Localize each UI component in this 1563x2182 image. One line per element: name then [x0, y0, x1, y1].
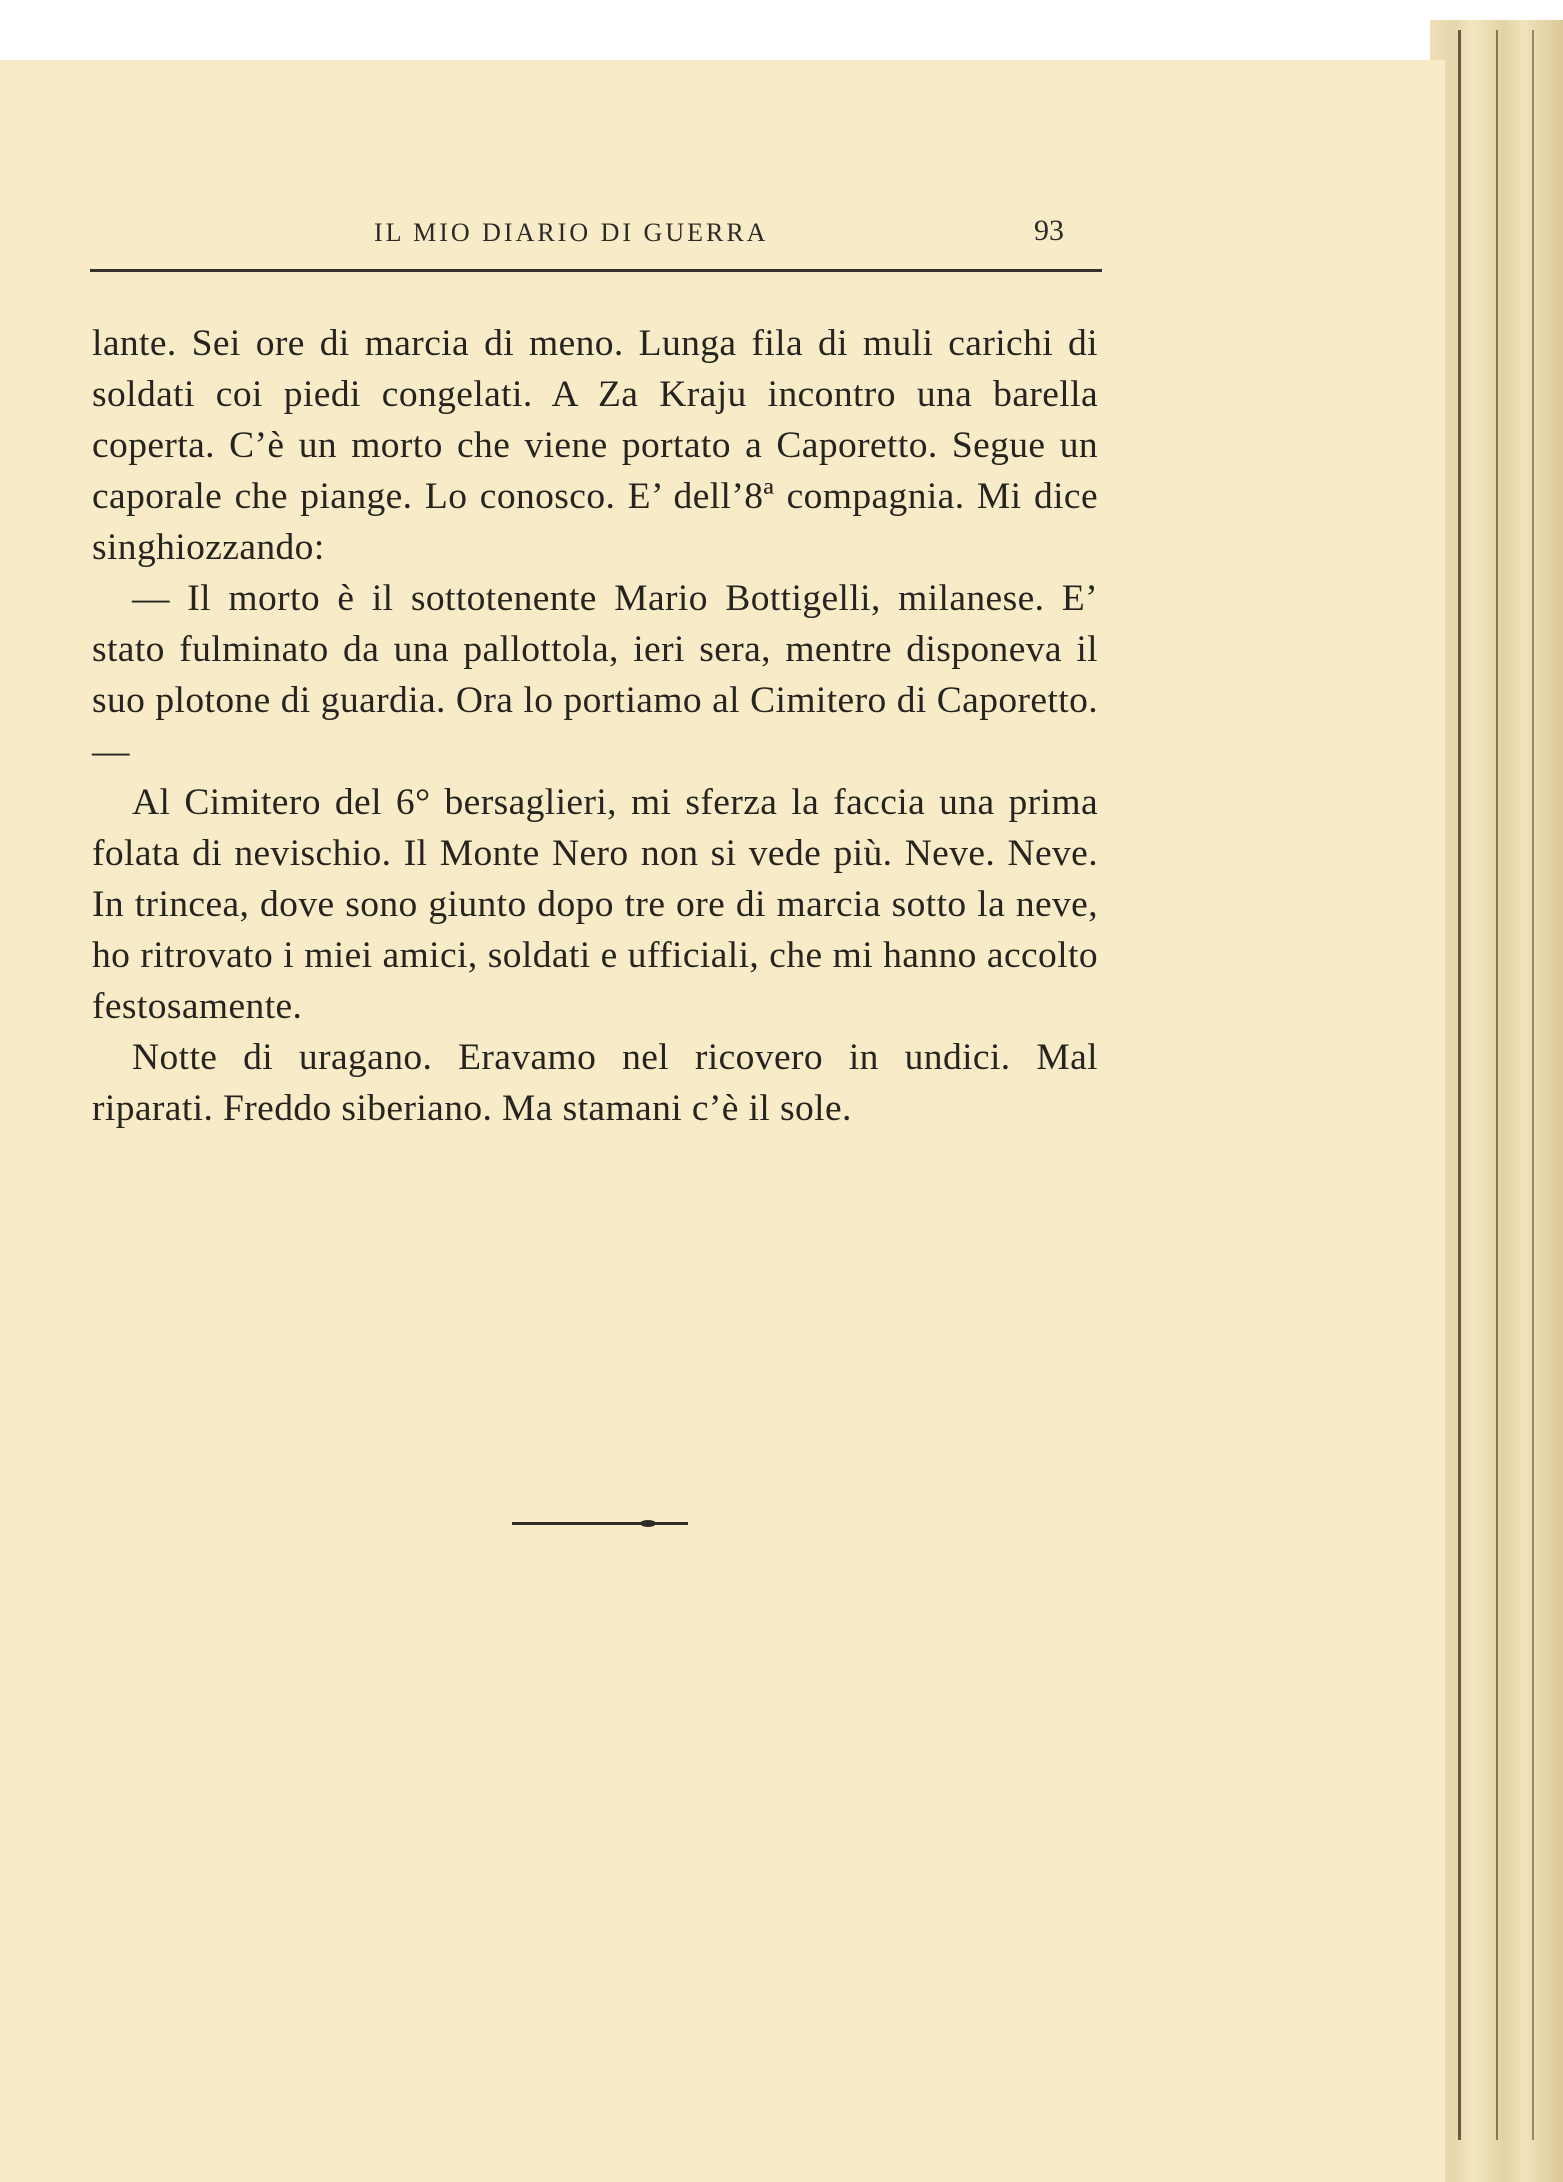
end-ornament [512, 1522, 688, 1525]
binding-edge-line [1532, 30, 1534, 2140]
body-text [92, 318, 1098, 1134]
paragraph: — Il morto è il sottotenente Mario Bottigelli, milanese. E’ stato fulminato da una pallottola, ieri sera, mentre disponeva il suo plotone di guardia. Ora lo portiamo al Cimitero di Caporetto. — [92, 578, 1098, 772]
running-title: IL MIO DIARIO DI GUERRA [374, 218, 769, 247]
paragraph: Al Cimitero del 6° bersaglieri, mi sferza la faccia una prima folata di nevischio. Il Monte Nero non si vede più. Neve. Neve. In trincea, dove sono giunto dopo tre ore di marcia sotto la neve, ho ritrovato i miei amici, soldati e ufficiali, che mi hanno accolto festosamente. [92, 782, 1098, 1027]
running-header [90, 214, 1100, 264]
binding-edge-line [1496, 30, 1498, 2140]
paragraph: Notte di uragano. Eravamo nel ricovero in undici. Mal riparati. Freddo siberiano. Ma stamani c’è il sole. [92, 1037, 1098, 1129]
binding-edge-line [1458, 30, 1461, 2140]
paragraph: lante. Sei ore di marcia di meno. Lunga fila di muli carichi di soldati coi piedi congelati. A Za Kraju incontro una barella coperta. C’è un morto che viene portato a Caporetto. Segue un caporale che piange. Lo conosco. E’ dell’8ª compagnia. Mi dice singhiozzando: [92, 323, 1098, 568]
header-rule [90, 269, 1102, 272]
page-number: 93 [1034, 214, 1064, 247]
